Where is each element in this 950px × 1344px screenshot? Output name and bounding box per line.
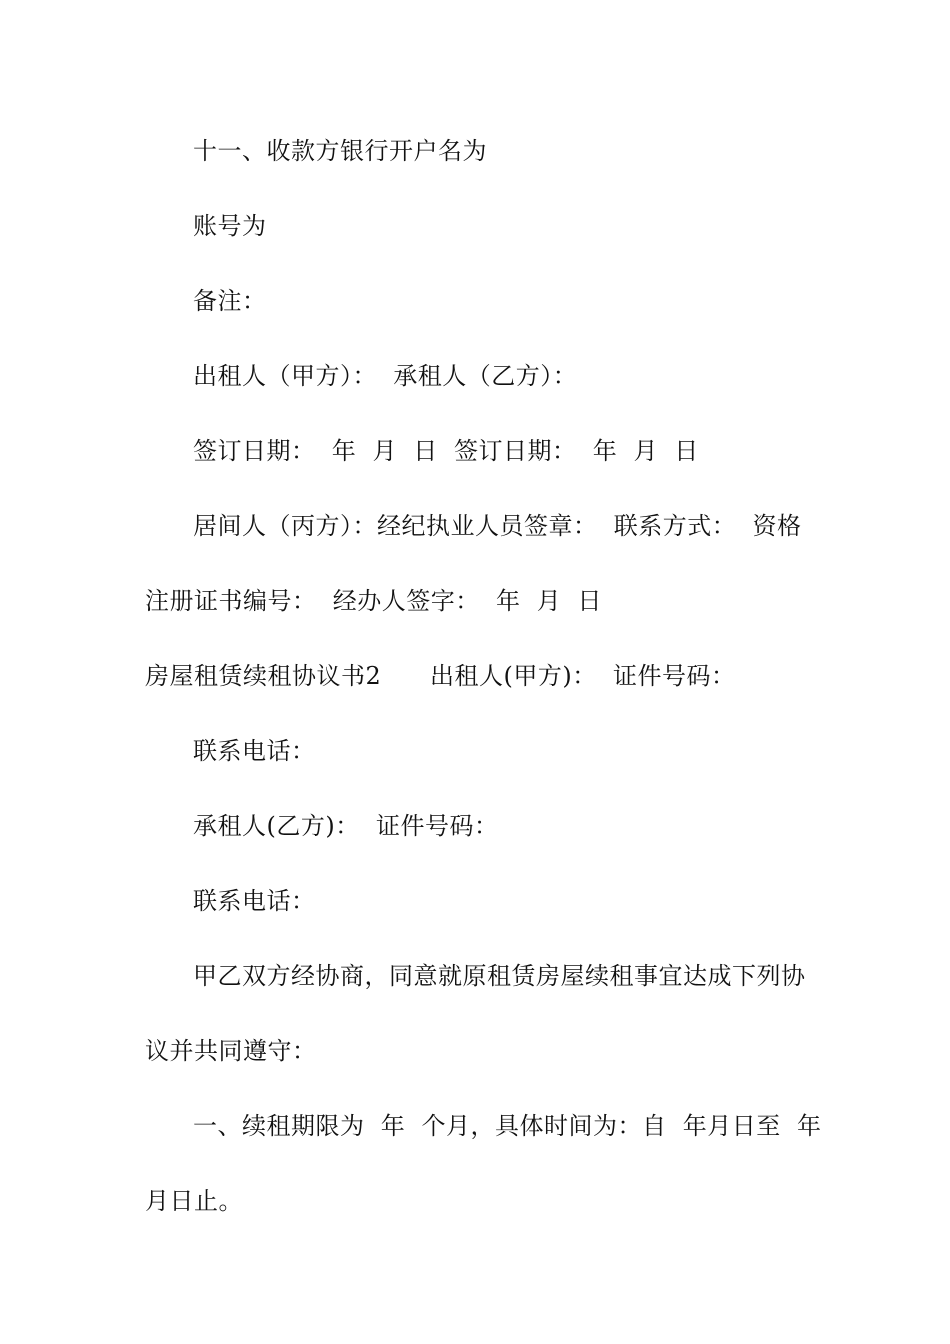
agreement-intro-continued: 议并共同遵守： <box>145 1037 317 1065</box>
signing-date-line: 签订日期： 年 月 日 签订日期： 年 月 日 <box>193 437 699 465</box>
renewal-agreement-heading-line: 房屋租赁续租协议书2 出租人(甲方)： 证件号码： <box>145 662 736 690</box>
clause-11-bank-account-name: 十一、收款方银行开户名为 <box>193 137 487 165</box>
lessor-phone-line: 联系电话： <box>193 737 316 765</box>
intermediary-line: 居间人（丙方）：经纪执业人员签章： 联系方式： 资格 <box>193 512 802 540</box>
party-signature-line: 出租人（甲方）： 承租人（乙方）： <box>193 362 578 390</box>
certificate-number-line: 注册证书编号： 经办人签字： 年 月 日 <box>145 587 603 615</box>
remarks-line: 备注： <box>193 287 267 315</box>
clause-1-renewal-term-continued: 月日止。 <box>145 1187 243 1215</box>
clause-1-renewal-term: 一、续租期限为 年 个月，具体时间为：自 年月日至 年 <box>193 1112 822 1140</box>
agreement-intro-line: 甲乙双方经协商，同意就原租赁房屋续租事宜达成下列协 <box>193 962 806 990</box>
lessee-line: 承租人(乙方)： 证件号码： <box>193 812 499 840</box>
lessee-phone-line: 联系电话： <box>193 887 316 915</box>
account-number-line: 账号为 <box>193 212 267 240</box>
